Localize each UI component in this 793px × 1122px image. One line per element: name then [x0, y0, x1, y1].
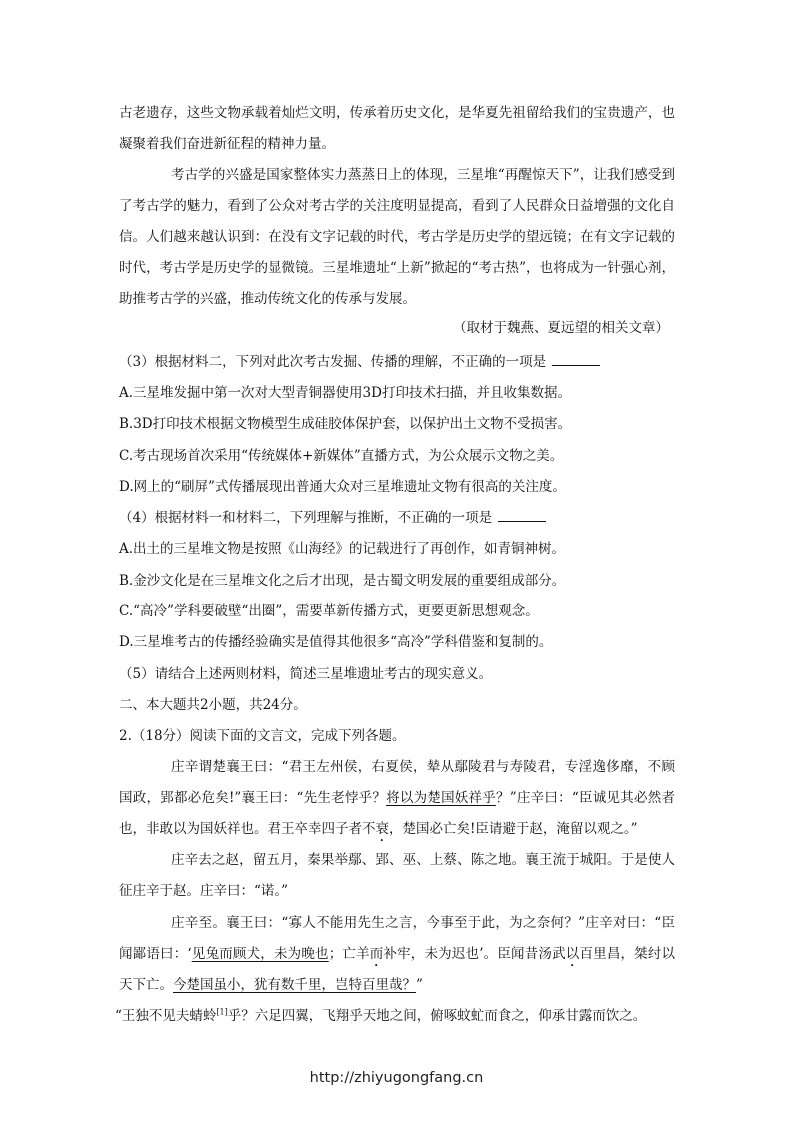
dotted-char-yi: 以 [565, 946, 580, 962]
classical-p3-part-c: 补牢，未为迟也’。臣闻昔汤武 [383, 946, 566, 962]
question-3-option-c: C.考古现场首次采用“传统媒体+新媒体”直播方式，为公众展示文物之美。 [119, 448, 564, 464]
section-2-heading: 二、本大题共2小题，共24分。 [119, 697, 307, 713]
classical-p4-part-b: 乎？六足四翼，飞翔乎天地之间，俯啄蚊虻而食之，仰承甘露而饮之。 [227, 1008, 647, 1024]
question-4-option-b: B.金沙文化是在三星堆文化之后才出现，是古蜀文明发展的重要组成部分。 [119, 573, 566, 589]
underlined-proverb: 见兔而顾犬，未为晚也 [191, 946, 329, 962]
question-4-stem [119, 508, 679, 528]
classical-p3-part-b: ；亡羊 [328, 946, 370, 962]
classical-p3-part-e: ” [416, 977, 423, 993]
material2-paragraph-last: 考古学的兴盛是国家整体实力蒸蒸日上的体现，三星堆“再醒惊天下”，让我们感受到了考古学的魅力，看到了公众对考古学的关注度明显提高，看到了人民群众日益增强的文化自信。人们越来越认识到：在没有文字记载的时代，考古学是历史学的望远镜；在有文字记载的时代，考古学是历史学的显微镜。三星堆遗址“上新”掀起的“考古热”，也将成为一针强心剂，助推考古学的兴盛，推动传统文化的传承与发展。 [119, 167, 675, 307]
classical-p1-part-b: ？”庄辛曰：“臣诚见其必然者也，非敢以为国妖祥也。君王卒幸四子者不 [119, 790, 676, 837]
question-4-option-d: D.三星堆考古的传播经验确实是值得其他很多“高冷”学科借鉴和复制的。 [119, 634, 553, 650]
classical-paragraph-1 [119, 752, 675, 845]
classical-p1-part-a: 庄辛谓楚襄王曰：“君王左州侯，右夏侯，辇从鄢陵君与寿陵君，专淫逸侈靡，不顾国政，郢都必危矣!”襄王曰：“先生老悖乎？ [119, 759, 675, 806]
question-3-option-a: A.三星堆发掘中第一次对大型青铜器使用3D打印技术扫描，并且收集数据。 [119, 385, 571, 401]
dotted-char-er: 而 [369, 946, 384, 962]
question-4-option-c: C.“高冷”学科要破壁“出圈”，需要革新传播方式，更要更新思想观念。 [119, 603, 539, 619]
question-3-stem [119, 352, 679, 372]
classical-paragraph-2: 庄辛去之赵，留五月，秦果举鄢、郢、巫、上蔡、陈之地。襄王流于城阳。于是使人征庄辛于赵。庄辛曰：“诺。” [119, 852, 675, 899]
underlined-sentence-2: 今楚国虽小，犹有数千里，岂特百里哉？ [173, 977, 416, 993]
classical-p3-part-d: 百里昌，桀纣以天下亡。 [119, 946, 676, 993]
classical-p3-part-a: 庄辛至。襄王曰：“寡人不能用先生之言，今事至于此，为之奈何？”庄辛对曰：“臣闻鄙语曰：‘ [119, 915, 675, 962]
question-2-stem: 2.（18分）阅读下面的文言文，完成下列各题。 [119, 728, 406, 744]
question-3-text: （3）根据材料二，下列对此次考古发掘、传播的理解，不正确的一项是 [119, 354, 547, 370]
footnote-marker: [1] [216, 1007, 228, 1017]
classical-paragraph-4 [115, 1006, 675, 1026]
footer-url: http://zhiyugongfang.cn [309, 1070, 484, 1086]
material2-paragraph-tail: 古老遗存，这些文物承载着灿烂文明，传承着历史文化，是华夏先祖留给我们的宝贵遗产，也凝聚着我们奋进新征程的精神力量。 [119, 105, 675, 152]
question-3-option-d: D.网上的“刷屏”式传播展现出普通大众对三星堆遗址文物有很高的关注度。 [119, 479, 566, 495]
classical-paragraph-3 [119, 908, 675, 1001]
answer-blank-4[interactable] [498, 509, 546, 522]
material2-source: （取材于魏燕、夏远望的相关文章） [453, 320, 669, 336]
classical-p4-part-a: “王独不见夫蜻蛉 [115, 1008, 217, 1024]
question-4-text: （4）根据材料一和材料二，下列理解与推断，不正确的一项是 [119, 510, 493, 526]
dotted-char-shuai: 衰 [375, 821, 389, 837]
question-5: （5）请结合上述两则材料，简述三星堆遗址考古的现实意义。 [119, 666, 493, 682]
answer-blank-3[interactable] [552, 353, 600, 366]
question-3-option-b: B.3D打印技术根据文物模型生成硅胶体保护套，以保护出土文物不受损害。 [119, 416, 572, 432]
question-4-option-a: A.出土的三星堆文物是按照《山海经》的记载进行了再创作，如青铜神树。 [119, 541, 566, 557]
underlined-sentence-1: 将以为楚国妖祥乎 [386, 790, 497, 806]
classical-p1-part-c: ，楚国必亡矣!臣请避于赵，淹留以观之。” [389, 821, 638, 837]
